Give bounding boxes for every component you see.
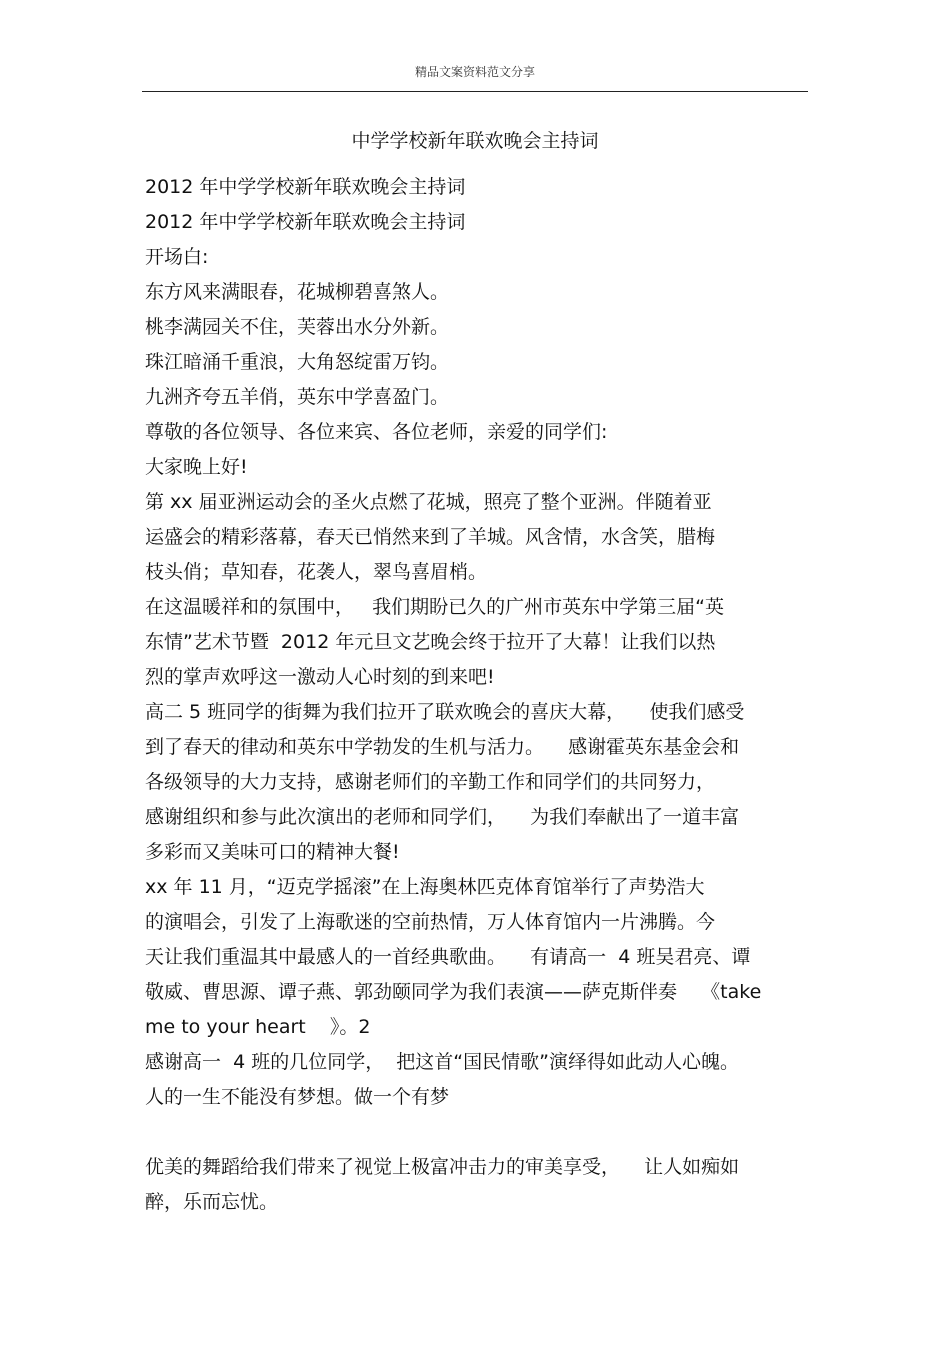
header-divider: [142, 91, 808, 92]
text-line: 大家晚上好!: [145, 456, 248, 478]
text-line: 枝头俏；草知春，花袭人，翠鸟喜眉梢。: [145, 561, 488, 583]
text-line: 的演唱会，引发了上海歌迷的空前热情，万人体育馆内一片沸腾。今: [145, 911, 716, 933]
text-line: 天让我们重温其中最感人的一首经典歌曲。 有请高一 4 班吴君亮、谭: [145, 946, 751, 968]
text-line: 人的一生不能没有梦想。做一个有梦: [145, 1086, 450, 1108]
text-line: 感谢组织和参与此次演出的老师和同学们， 为我们奉献出了一道丰富: [145, 806, 740, 828]
text-line: 尊敬的各位领导、各位来宾、各位老师，亲爱的同学们:: [145, 421, 608, 443]
text-line: 2012 年中学学校新年联欢晚会主持词: [145, 211, 466, 233]
text-line: 优美的舞蹈给我们带来了视觉上极富冲击力的审美享受， 让人如痴如: [145, 1156, 740, 1178]
text-line: 烈的掌声欢呼这一激动人心时刻的到来吧!: [145, 666, 495, 688]
text-line: 高二 5 班同学的街舞为我们拉开了联欢晚会的喜庆大幕， 使我们感受: [145, 701, 745, 723]
text-line: 敬威、曹思源、谭子燕、郭劲颐同学为我们表演——萨克斯伴奏 《take: [145, 981, 762, 1003]
text-line: xx 年 11 月，“迈克学摇滚”在上海奥林匹克体育馆举行了声势浩大: [145, 876, 705, 898]
text-line: 开场白:: [145, 246, 209, 268]
text-line: 多彩而又美味可口的精神大餐!: [145, 841, 400, 863]
document-body: [145, 170, 810, 1220]
page-header: 精品文案资料范文分享: [414, 65, 535, 79]
blank-line: [145, 1115, 810, 1150]
text-line: 运盛会的精彩落幕，春天已悄然来到了羊城。风含情，水含笑，腊梅: [145, 526, 716, 548]
text-line: 醉，乐而忘忧。: [145, 1191, 279, 1213]
text-line: 东情”艺术节暨 2012 年元旦文艺晚会终于拉开了大幕！让我们以热: [145, 631, 716, 653]
text-line: 东方风来满眼春，花城柳碧喜煞人。: [145, 281, 450, 303]
text-line: 到了春天的律动和英东中学勃发的生机与活力。 感谢霍英东基金会和: [145, 736, 740, 758]
text-line: 九洲齐夸五羊俏，英东中学喜盈门。: [145, 386, 450, 408]
document-title: 中学学校新年联欢晚会主持词: [351, 130, 599, 152]
text-line: 桃李满园关不住，芙蓉出水分外新。: [145, 316, 450, 338]
text-line: 第 xx 届亚洲运动会的圣火点燃了花城，照亮了整个亚洲。伴随着亚: [145, 491, 712, 513]
text-line: 珠江暗涌千重浪，大角怒绽雷万钧。: [145, 351, 450, 373]
text-line: me to your heart 》。2: [145, 1016, 371, 1038]
text-line: 在这温暖祥和的氛围中， 我们期盼已久的广州市英东中学第三届“英: [145, 596, 724, 618]
text-line: 2012 年中学学校新年联欢晚会主持词: [145, 176, 466, 198]
text-line: 各级领导的大力支持，感谢老师们的辛勤工作和同学们的共同努力，: [145, 771, 716, 793]
text-line: 感谢高一 4 班的几位同学， 把这首“国民情歌”演绎得如此动人心魄。: [145, 1051, 739, 1073]
